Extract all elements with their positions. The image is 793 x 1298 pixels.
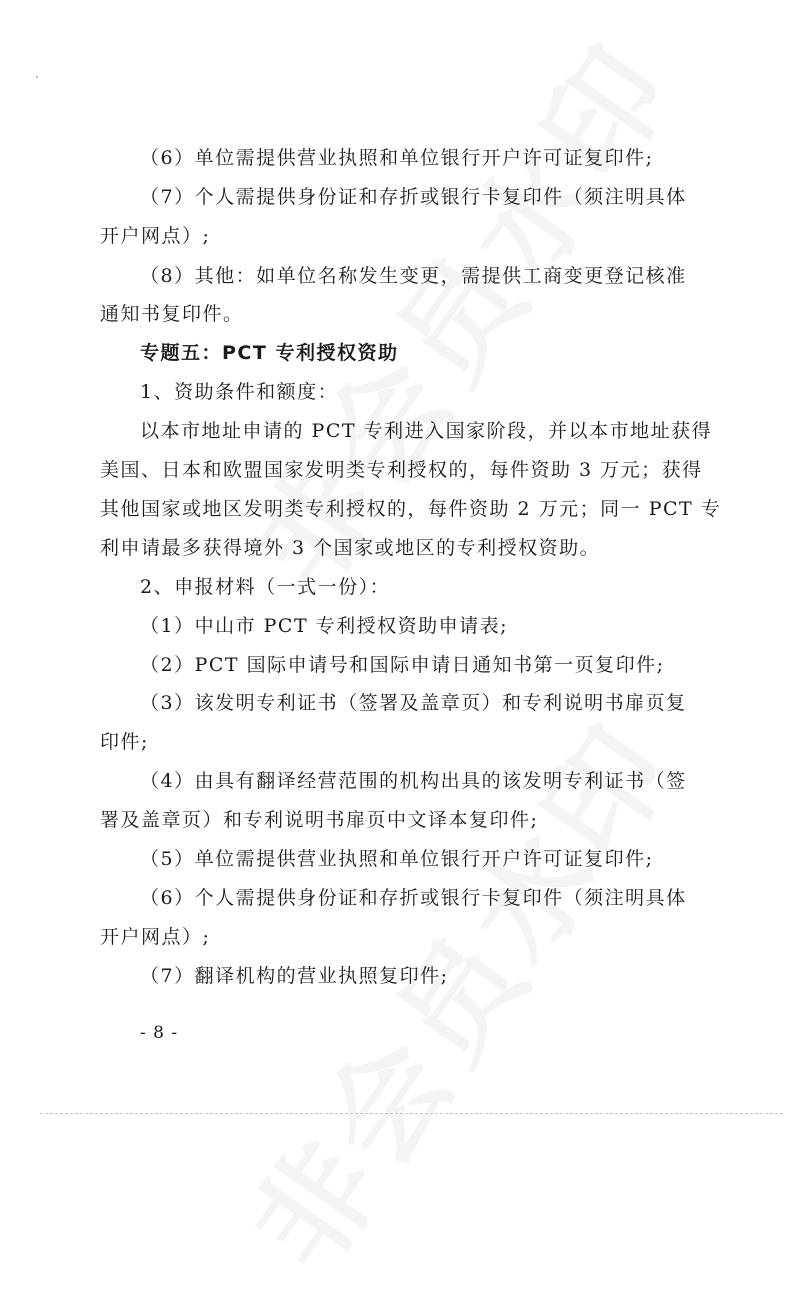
subsection-heading: 1、资助条件和额度：: [140, 381, 339, 403]
text-line: （7）翻译机构的营业执照复印件;: [140, 965, 449, 987]
text-line: 其他国家或地区发明类专利授权的，每件资助 2 万元；同一 PCT 专: [100, 498, 722, 520]
text-line: 美国、日本和欧盟国家发明类专利授权的，每件资助 3 万元；获得: [100, 459, 703, 481]
text-line: （8）其他：如单位名称发生变更，需提供工商变更登记核准: [140, 265, 687, 287]
text-line: （2）PCT 国际申请号和国际申请日通知书第一页复印件;: [140, 654, 665, 676]
text-line: （4）由具有翻译经营范围的机构出具的该发明专利证书（签: [140, 770, 687, 792]
text-line: （7）个人需提供身份证和存折或银行卡复印件（须注明具体: [140, 186, 687, 208]
section-heading: 专题五：PCT 专利授权资助: [140, 342, 399, 364]
text-line: 开户网点）;: [100, 225, 211, 247]
text-line: 开户网点）;: [100, 926, 211, 948]
page-number: - 8 -: [140, 1023, 179, 1043]
text-line: 通知书复印件。: [100, 303, 244, 325]
text-line: 利申请最多获得境外 3 个国家或地区的专利授权资助。: [100, 537, 601, 559]
watermark: [205, 4, 706, 618]
text-line: （6）个人需提供身份证和存折或银行卡复印件（须注明具体: [140, 887, 687, 909]
subsection-heading: 2、申报材料（一式一份）：: [140, 576, 391, 598]
text-line: （5）单位需提供营业执照和单位银行开户许可证复印件;: [140, 848, 654, 870]
text-line: 印件;: [100, 731, 149, 753]
text-line: 署及盖章页）和专利说明书扉页中文译本复印件;: [100, 809, 539, 831]
page-edge-rule: [40, 1113, 783, 1114]
text-line: 以本市地址申请的 PCT 专利进入国家阶段，并以本市地址获得: [140, 420, 713, 442]
text-line: （3）该发明专利证书（签署及盖章页）和专利说明书扉页复: [140, 692, 687, 714]
scan-speck: [36, 76, 38, 78]
text-line: （6）单位需提供营业执照和单位银行开户许可证复印件;: [140, 147, 654, 169]
text-line: （1）中山市 PCT 专利授权资助申请表;: [140, 615, 509, 637]
